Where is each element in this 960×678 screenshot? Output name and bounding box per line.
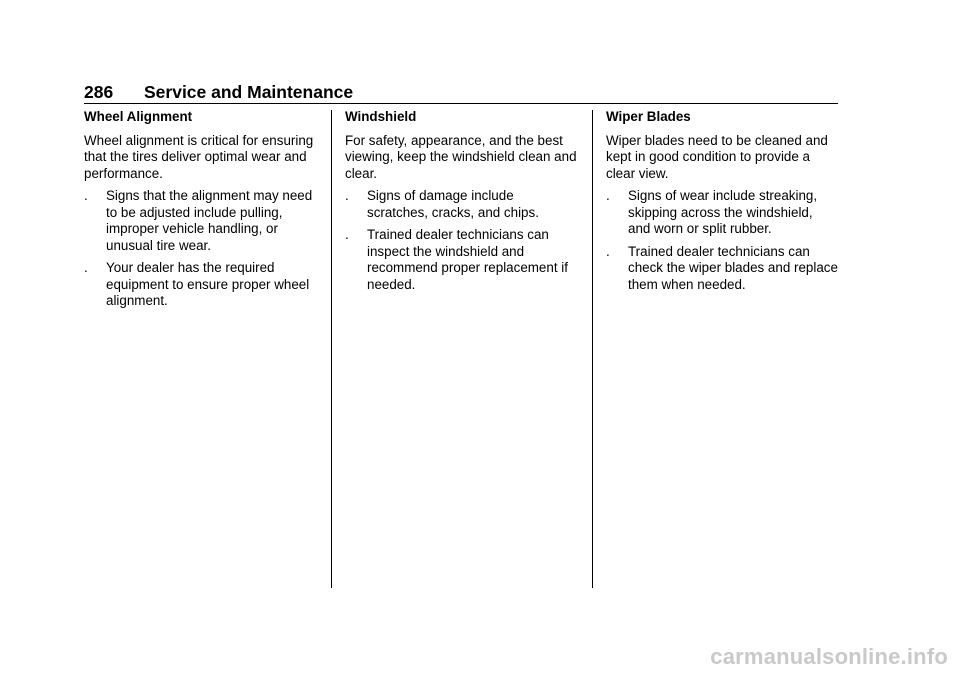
bullet-list [84, 188, 316, 310]
bullet-mark: . [345, 188, 349, 203]
bullet-mark: . [84, 260, 88, 275]
column-divider [592, 110, 593, 588]
bullet-list [345, 188, 577, 293]
bullet-item [606, 188, 838, 238]
header-rule [84, 103, 838, 104]
bullet-item [84, 188, 316, 254]
bullet-list [606, 188, 838, 293]
column-paragraph: Wheel alignment is critical for ensuring that the tires deliver optimal wear and performance. [84, 132, 314, 181]
bullet-text: Signs of wear include streaking, skipping across the windshield, and worn or split rubber. [628, 188, 818, 236]
bullet-text: Trained dealer technicians can inspect the windshield and recommend proper replacement if needed. [367, 227, 568, 292]
bullet-mark: . [84, 188, 88, 203]
column-wiper-blades [606, 109, 838, 299]
bullet-text: Your dealer has the required equipment to ensure proper wheel alignment. [106, 260, 310, 308]
watermark: carmanualsonline.info [710, 644, 948, 669]
bullet-item [345, 227, 577, 293]
bullet-mark: . [345, 227, 349, 242]
column-windshield [345, 109, 577, 299]
bullet-item [84, 260, 316, 310]
page-number: 286 [84, 82, 114, 102]
page-header [84, 81, 353, 103]
column-heading: Windshield [345, 109, 417, 124]
column-heading: Wiper Blades [606, 109, 691, 124]
bullet-mark: . [606, 243, 610, 259]
bullet-text: Signs of damage include scratches, cracks, and chips. [367, 188, 539, 220]
column-heading: Wheel Alignment [84, 109, 193, 124]
column-paragraph: For safety, appearance, and the best viewing, keep the windshield clean and clear. [345, 132, 577, 181]
section-title: Service and Maintenance [144, 82, 354, 102]
bullet-text: Signs that the alignment may need to be adjusted include pulling, improper vehicle handling, or unusual tire wear. [106, 188, 313, 253]
bullet-item [606, 244, 838, 294]
column-paragraph: Wiper blades need to be cleaned and kept in good condition to provide a clear view. [606, 132, 828, 181]
bullet-text: Trained dealer technicians can check the wiper blades and replace them when needed. [628, 243, 838, 292]
bullet-item [345, 188, 577, 221]
column-wheel-alignment [84, 109, 316, 316]
bullet-mark: . [606, 188, 610, 203]
column-divider [331, 110, 332, 588]
